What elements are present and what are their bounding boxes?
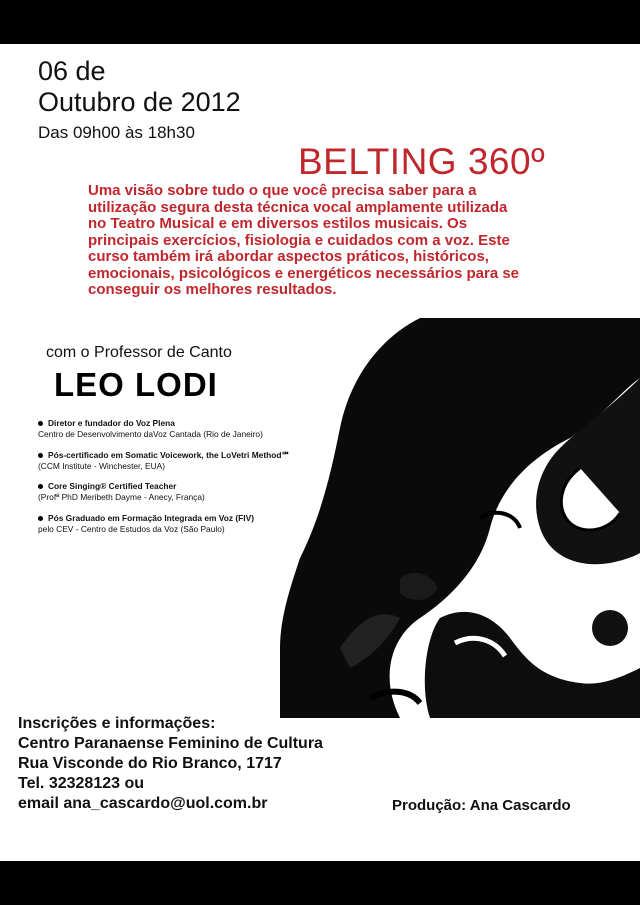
event-hours: Das 09h00 às 18h30 [38, 123, 195, 142]
credential-title: Core Singing® Certified Teacher [48, 481, 177, 491]
production-credit: Produção: Ana Cascardo [392, 797, 571, 814]
teacher-name: LEO LODI [54, 366, 218, 403]
credential-item [38, 481, 358, 502]
credential-item [38, 418, 358, 439]
contact-block [18, 714, 323, 814]
bullet-icon [38, 484, 43, 489]
bullet-icon [38, 421, 43, 426]
credential-title: Pós-certificado em Somatic Voicework, the LoVetri Method℠ [48, 450, 291, 460]
credential-detail: (Profª PhD Meribeth Dayme - Anecy, França) [38, 491, 205, 502]
credential-item [38, 450, 358, 471]
event-date-month-year: Outubro de 2012 [38, 87, 241, 117]
contact-email: email ana_cascardo@uol.com.br [18, 795, 268, 812]
credential-detail: Centro de Desenvolvimento daVoz Cantada (Rio de Janeiro) [38, 428, 263, 439]
credential-title: Pós Graduado em Formação Integrada em Voz (FIV) [48, 513, 255, 523]
bullet-icon [38, 453, 43, 458]
top-black-bar [0, 0, 640, 44]
contact-venue: Centro Paranaense Feminino de Cultura [18, 735, 323, 752]
contact-phone: Tel. 32328123 ou [18, 775, 144, 792]
course-description: Uma visão sobre tudo o que você precisa saber para a utilização segura desta técnica vocal amplamente utilizada no Teatro Musical e em diversos estilos musicais. Os principais exercícios, fisiologia e cuidados com a voz. Este curso também irá abordar aspectos práticos, históricos, emocionais, psicológicos e energéticos necessários para se conseguir os melhores resultados. [88, 182, 520, 298]
event-date-day: 06 de [38, 56, 106, 86]
bottom-black-bar [0, 861, 640, 905]
course-title: BELTING 360º [298, 141, 546, 182]
credential-detail: pelo CEV - Centro de Estudos da Voz (São Paulo) [38, 523, 225, 534]
credential-item [38, 513, 358, 534]
contact-heading: Inscrições e informações: [18, 715, 216, 732]
credential-title: Diretor e fundador do Voz Plena [48, 418, 175, 428]
contact-address: Rua Visconde do Rio Branco, 1717 [18, 755, 282, 772]
bullet-icon [38, 516, 43, 521]
teacher-intro: com o Professor de Canto [46, 344, 232, 361]
credential-detail: (CCM Institute - Winchester, EUA) [38, 460, 166, 471]
